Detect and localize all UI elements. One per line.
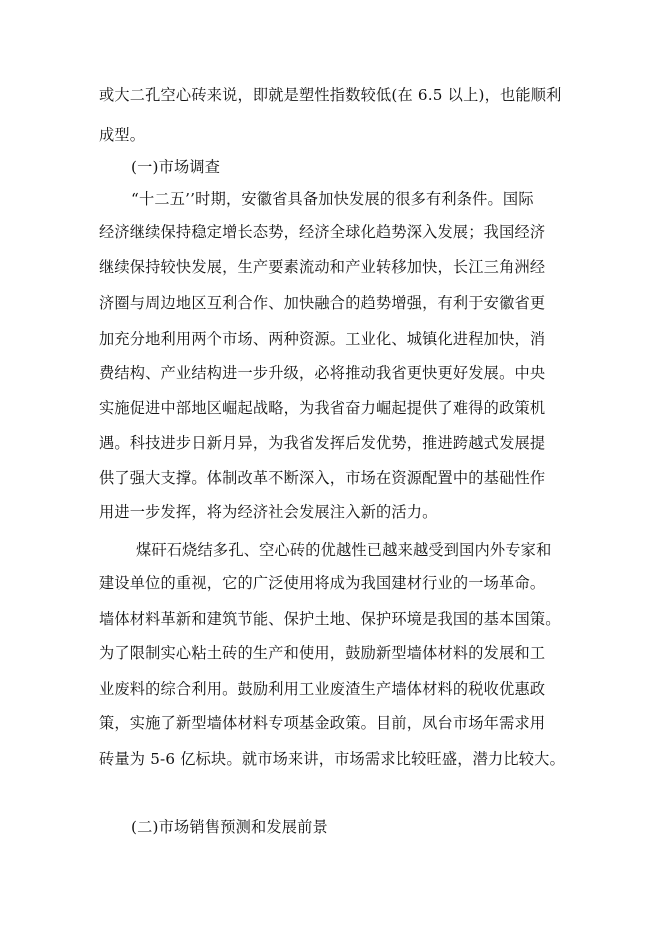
text-line: 成型。 [99, 126, 146, 144]
paragraph-line: 建设单位的重视，它的广泛使用将成为我国建材行业的一场革命。 [99, 574, 546, 592]
section-heading-sales-forecast: (二)市场销售预测和发展前景 [131, 818, 328, 836]
paragraph-line: 砖量为 5-6 亿标块。就市场来讲，市场需求比较旺盛，潜力比较大。 [99, 750, 565, 768]
text-line: 或大二孔空心砖来说，即就是塑性指数较低(在 6.5 以上)，也能顺利 [99, 86, 562, 104]
paragraph-line: 煤矸石烧结多孔、空心砖的优越性已越来越受到国内外专家和 [136, 541, 552, 559]
paragraph-line: 为了限制实心粘土砖的生产和使用，鼓励新型墙体材料的发展和工 [99, 644, 546, 662]
paragraph-line: 遇。科技进步日新月异，为我省发挥后发优势，推进跨越式发展提 [99, 434, 546, 452]
paragraph-line: 用进一步发挥，将为经济社会发展注入新的活力。 [99, 503, 438, 521]
paragraph-line: 济圈与周边地区互利合作、加快融合的趋势增强，有利于安徽省更 [99, 294, 546, 312]
paragraph-line: 业废料的综合利用。鼓励利用工业废渣生产墙体材料的税收优惠政 [99, 680, 546, 698]
paragraph-line: “十二五’’时期，安徽省具备加快发展的很多有利条件。国际 [131, 190, 534, 208]
paragraph-line: 继续保持较快发展，生产要素流动和产业转移加快，长江三角洲经 [99, 258, 546, 276]
paragraph-line: 墙体材料革新和建筑节能、保护土地、保护环境是我国的基本国策。 [99, 610, 561, 628]
paragraph-line: 费结构、产业结构进一步升级，必将推动我省更快更好发展。中央 [99, 364, 546, 382]
paragraph-line: 供了强大支撑。体制改革不断深入，市场在资源配置中的基础性作 [99, 469, 546, 487]
paragraph-line: 加充分地利用两个市场、两种资源。工业化、城镇化进程加快，消 [99, 330, 546, 348]
section-heading-market-survey: (一)市场调查 [131, 158, 221, 176]
paragraph-line: 实施促进中部地区崛起战略，为我省奋力崛起提供了难得的政策机 [99, 399, 546, 417]
paragraph-line: 策，实施了新型墙体材料专项基金政策。目前，凤台市场年需求用 [99, 714, 546, 732]
paragraph-line: 经济继续保持稳定增长态势，经济全球化趋势深入发展；我国经济 [99, 223, 546, 241]
